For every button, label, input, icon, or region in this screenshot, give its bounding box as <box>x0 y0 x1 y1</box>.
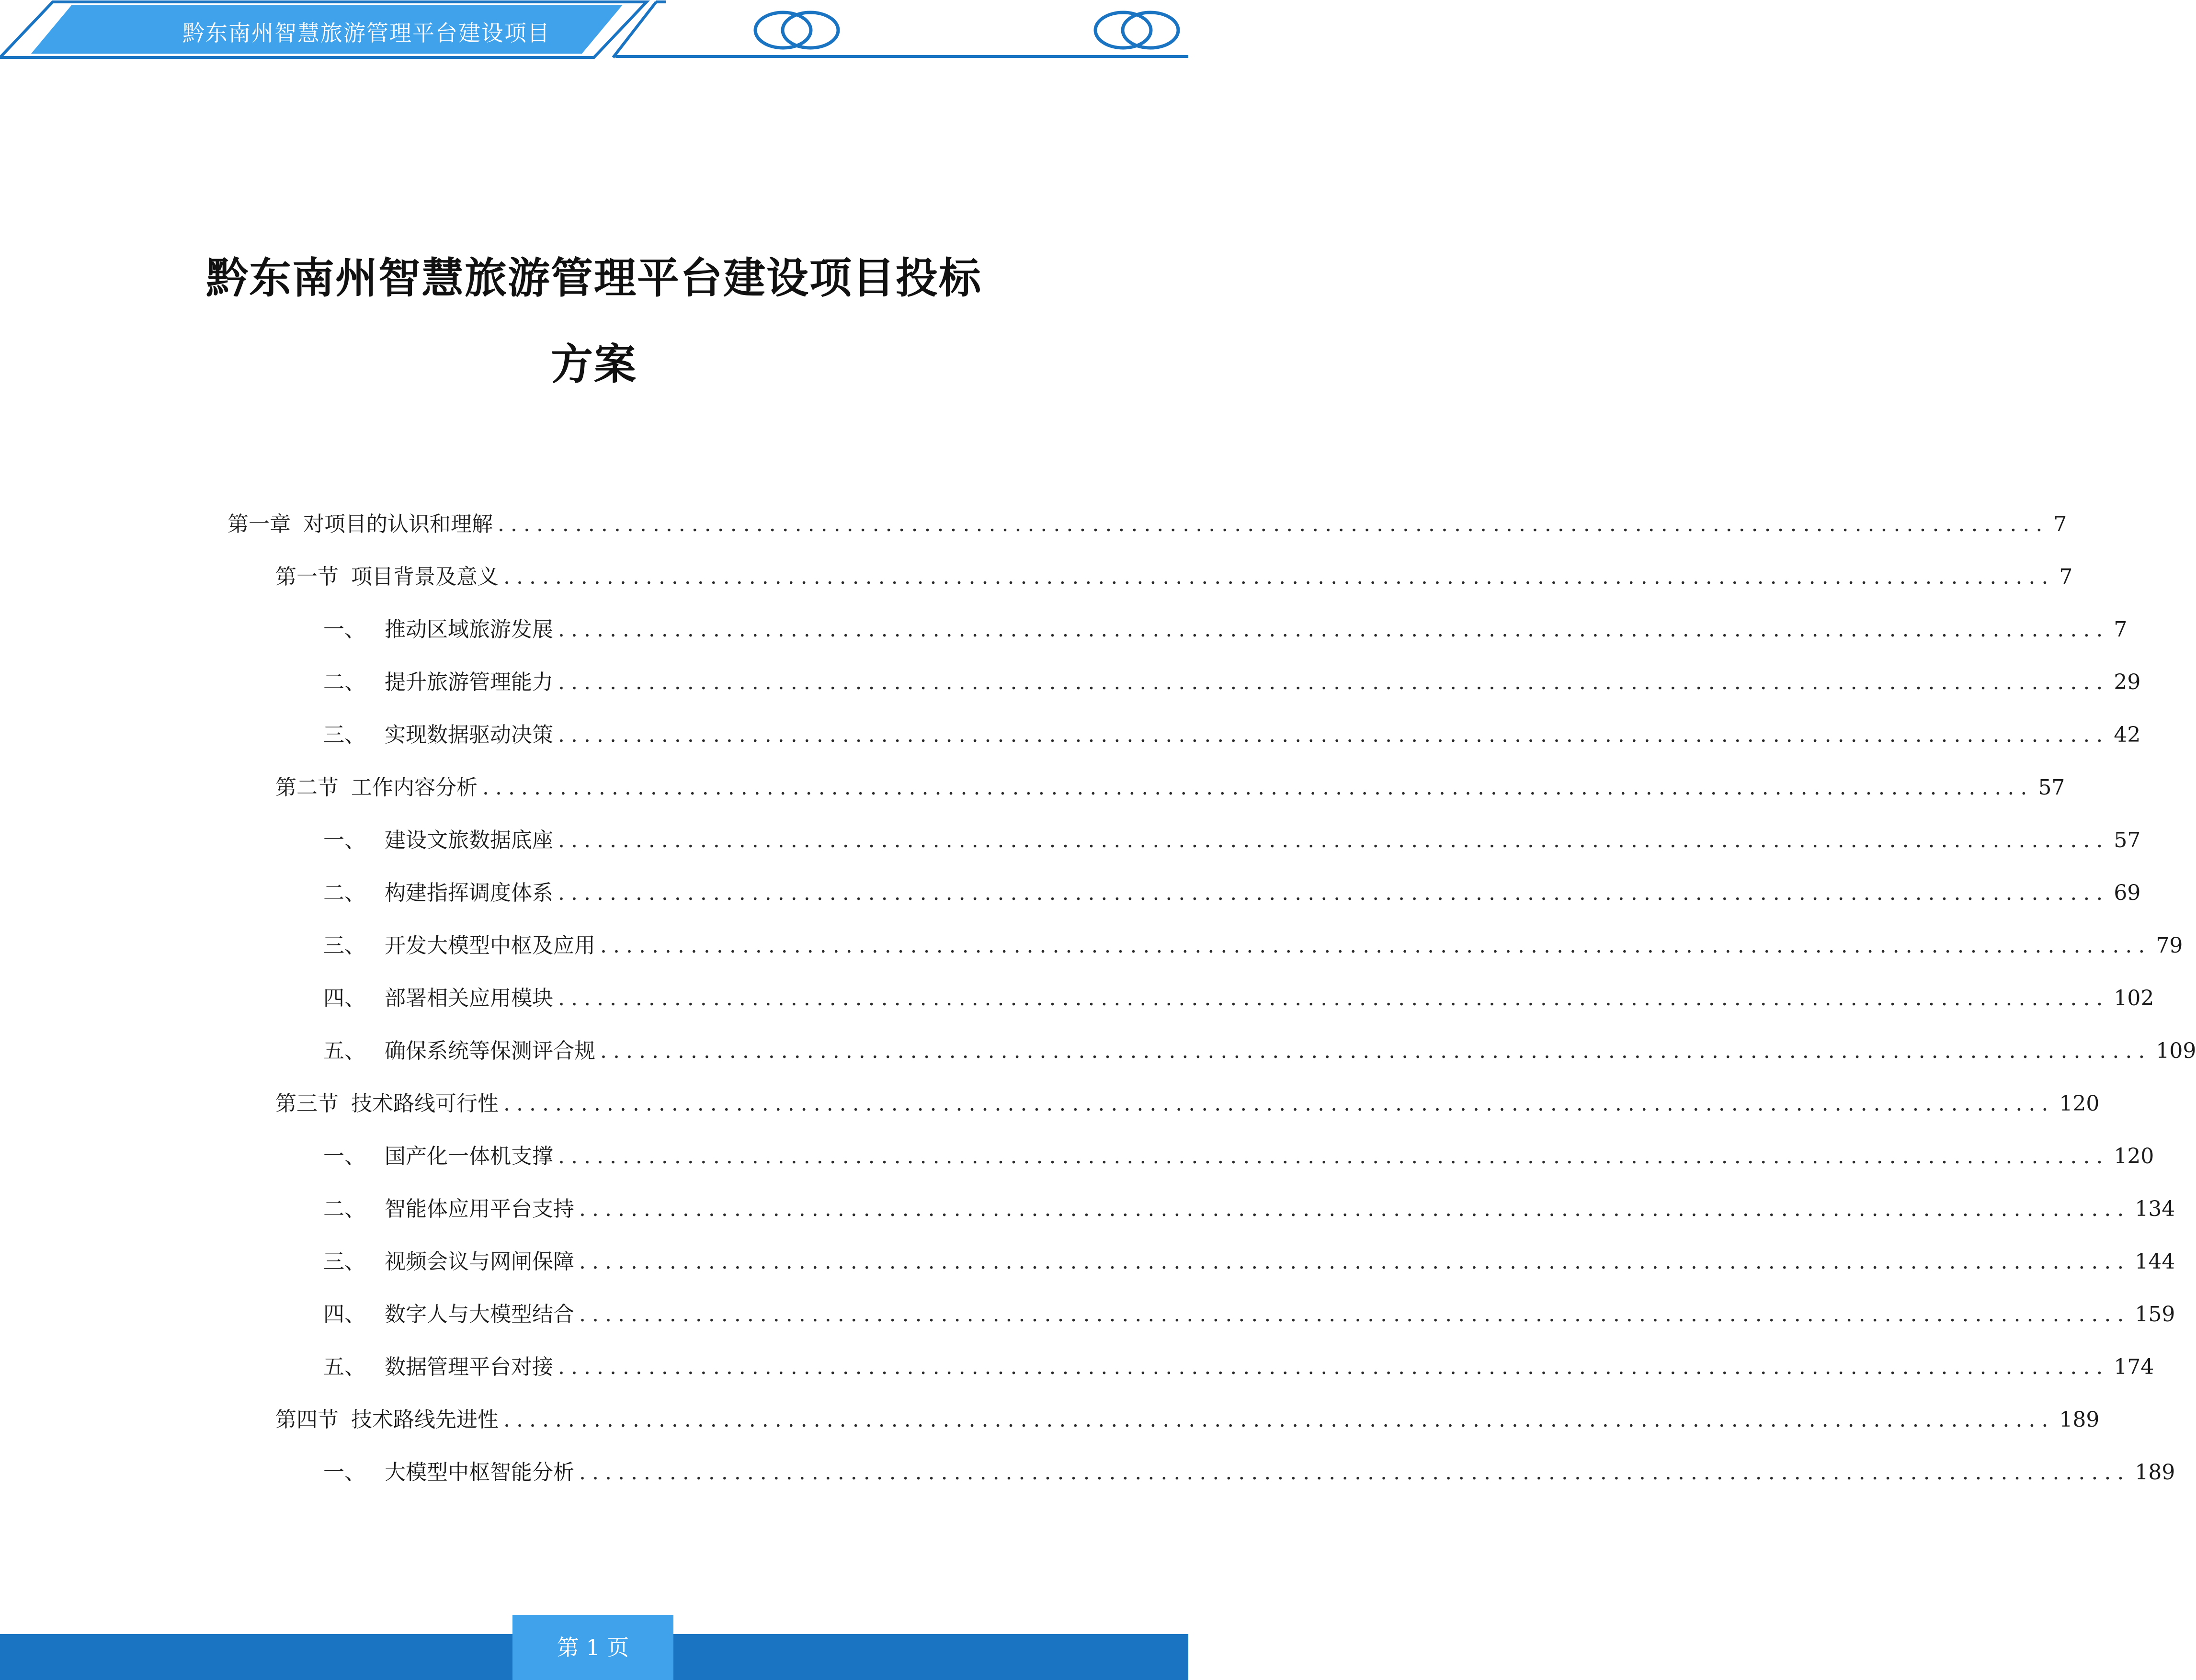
toc-leader-dots: ........................................................................................................................ <box>558 881 2109 905</box>
toc-leader-dots: ........................................................................................................................ <box>482 775 2034 800</box>
toc-leader-dots: ........................................................................................................................ <box>558 670 2109 694</box>
toc-entry-page: 102 <box>2114 986 2154 1010</box>
toc-entry-page: 79 <box>2156 933 2183 958</box>
toc-entry-number: 四、 <box>323 1302 365 1327</box>
toc-entry-title: 数字人与大模型结合 <box>385 1302 574 1327</box>
toc-entry-title: 工作内容分析 <box>351 775 478 800</box>
toc-entry[interactable] <box>275 1087 2100 1121</box>
toc-entry-title: 构建指挥调度体系 <box>385 881 553 905</box>
toc-entry-title: 项目背景及意义 <box>351 565 499 589</box>
toc-entry-page: 189 <box>2135 1460 2175 1485</box>
toc-leader-dots: ........................................................................................................................ <box>600 1039 2151 1063</box>
toc-entry[interactable] <box>323 876 2141 910</box>
document-title-line-2: 方案 <box>550 339 637 389</box>
toc-entry-page: 57 <box>2114 828 2141 852</box>
toc-entry-number: 一、 <box>323 1144 365 1169</box>
toc-entry-number: 二、 <box>323 881 365 905</box>
toc-entry-title: 国产化一体机支撑 <box>385 1144 553 1169</box>
toc-entry-page: 69 <box>2114 881 2141 905</box>
toc-leader-dots: ........................................................................................................................ <box>579 1460 2130 1485</box>
toc-entry-page: 120 <box>2114 1144 2154 1169</box>
toc-entry-page: 189 <box>2059 1408 2100 1432</box>
document-title <box>144 235 1044 407</box>
toc-entry[interactable] <box>323 1245 2175 1279</box>
toc-entry-number: 第四节 <box>275 1408 339 1432</box>
toc-leader-dots: ........................................................................................................................ <box>579 1249 2130 1274</box>
toc-leader-dots: ........................................................................................................................ <box>558 986 2109 1010</box>
toc-entry[interactable] <box>323 929 2183 963</box>
toc-entry-number: 第一章 <box>228 512 291 536</box>
toc-entry-number: 二、 <box>323 1197 365 1221</box>
toc-entry-page: 7 <box>2114 617 2128 642</box>
toc-entry[interactable] <box>323 666 2141 699</box>
toc-entry-title: 确保系统等保测评合规 <box>385 1039 595 1063</box>
toc-entry-number: 第三节 <box>275 1091 339 1116</box>
toc-leader-dots: ........................................................................................................................ <box>558 617 2109 642</box>
toc-entry[interactable] <box>323 613 2128 647</box>
toc-entry-page: 57 <box>2038 775 2065 800</box>
toc-entry[interactable] <box>323 1456 2175 1489</box>
toc-entry-number: 二、 <box>323 670 365 694</box>
toc-entry[interactable] <box>323 1034 2196 1068</box>
header-title: 黔东南州智慧旅游管理平台建设项目 <box>182 20 550 46</box>
toc-entry-page: 109 <box>2156 1039 2196 1063</box>
toc-entry-number: 三、 <box>323 723 365 747</box>
toc-leader-dots: ........................................................................................................................ <box>579 1302 2130 1327</box>
toc-entry-number: 三、 <box>323 1249 365 1274</box>
toc-entry-number: 五、 <box>323 1039 365 1063</box>
toc-leader-dots: ........................................................................................................................ <box>498 512 2049 536</box>
page-number: 第 1 页 <box>512 1615 673 1680</box>
document-title-line-1: 黔东南州智慧旅游管理平台建设项目投标 <box>205 253 982 303</box>
toc-entry[interactable] <box>228 508 2067 541</box>
toc-entry[interactable] <box>275 771 2065 805</box>
toc-entry-page: 134 <box>2135 1197 2175 1221</box>
toc-entry-title: 实现数据驱动决策 <box>385 723 553 747</box>
toc-entry[interactable] <box>323 1298 2175 1331</box>
toc-entry-page: 159 <box>2135 1302 2175 1327</box>
toc-leader-dots: ........................................................................................................................ <box>558 723 2109 747</box>
toc-entry[interactable] <box>323 824 2141 857</box>
toc-entry-title: 建设文旅数据底座 <box>385 828 553 852</box>
toc-entry-title: 开发大模型中枢及应用 <box>385 933 595 958</box>
toc-entry-number: 四、 <box>323 986 365 1010</box>
toc-entry[interactable] <box>323 982 2154 1015</box>
toc-leader-dots: ........................................................................................................................ <box>558 1144 2109 1169</box>
rings-icon <box>752 9 843 52</box>
toc-entry-page: 29 <box>2114 670 2141 694</box>
toc-entry-number: 三、 <box>323 933 365 958</box>
toc-leader-dots: ........................................................................................................................ <box>503 565 2055 589</box>
toc-entry[interactable] <box>323 718 2141 752</box>
toc-entry-title: 部署相关应用模块 <box>385 986 553 1010</box>
toc-entry-page: 120 <box>2059 1091 2100 1116</box>
toc-leader-dots: ........................................................................................................................ <box>503 1408 2055 1432</box>
toc-entry-title: 技术路线先进性 <box>351 1408 499 1432</box>
toc-entry-page: 42 <box>2114 723 2141 747</box>
page-header <box>0 0 1188 62</box>
toc-entry-title: 对项目的认识和理解 <box>303 512 493 536</box>
toc-entry-page: 7 <box>2053 512 2067 536</box>
toc-leader-dots: ........................................................................................................................ <box>558 1355 2109 1379</box>
toc-entry-page: 7 <box>2059 565 2073 589</box>
toc-entry[interactable] <box>323 1351 2154 1384</box>
toc-entry[interactable] <box>323 1192 2175 1226</box>
toc-entry-number: 一、 <box>323 828 365 852</box>
toc-entry-title: 数据管理平台对接 <box>385 1355 553 1379</box>
toc-entry-page: 174 <box>2114 1355 2154 1379</box>
toc-entry-title: 推动区域旅游发展 <box>385 617 553 642</box>
toc-entry[interactable] <box>323 1140 2154 1173</box>
toc-entry-title: 提升旅游管理能力 <box>385 670 553 694</box>
toc-entry-number: 第二节 <box>275 775 339 800</box>
toc-entry-number: 五、 <box>323 1355 365 1379</box>
toc-leader-dots: ........................................................................................................................ <box>600 933 2151 958</box>
toc-leader-dots: ........................................................................................................................ <box>579 1197 2130 1221</box>
toc-entry[interactable] <box>275 560 2073 594</box>
toc-entry[interactable] <box>275 1403 2100 1437</box>
toc-entry-number: 一、 <box>323 617 365 642</box>
toc-entry-title: 视频会议与网闸保障 <box>385 1249 574 1274</box>
toc-entry-number: 一、 <box>323 1460 365 1485</box>
toc-entry-page: 144 <box>2135 1249 2175 1274</box>
toc-entry-number: 第一节 <box>275 565 339 589</box>
toc-leader-dots: ........................................................................................................................ <box>503 1091 2055 1116</box>
rings-icon <box>1092 9 1183 52</box>
toc-entry-title: 大模型中枢智能分析 <box>385 1460 574 1485</box>
toc-entry-title: 智能体应用平台支持 <box>385 1197 574 1221</box>
toc-leader-dots: ........................................................................................................................ <box>558 828 2109 852</box>
toc-entry-title: 技术路线可行性 <box>351 1091 499 1116</box>
